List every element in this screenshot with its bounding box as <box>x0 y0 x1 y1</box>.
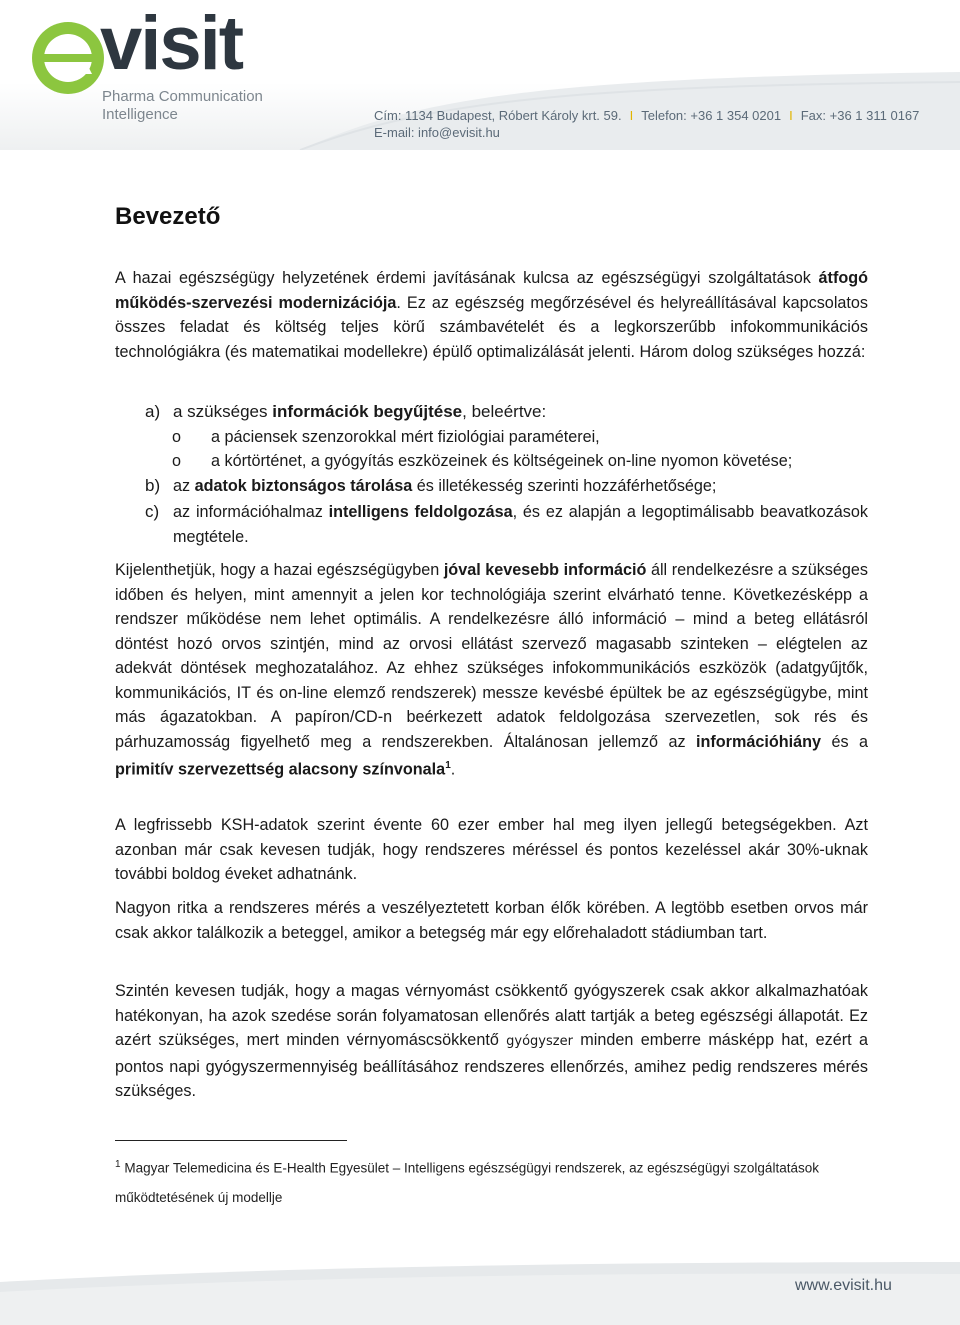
evisit-e-logo-icon <box>28 18 108 98</box>
list-letter-c: c) <box>145 502 160 521</box>
footer-website-link[interactable]: www.evisit.hu <box>795 1277 892 1294</box>
paragraph-2 <box>115 558 868 782</box>
sub-bullet-icon: o <box>172 452 182 470</box>
list-c-text-2: , és ez alapján a legoptimálisabb beavatkozások megtétele. <box>173 503 868 546</box>
p2-bold-3: primitív szervezettség alacsony színvonala <box>115 760 446 779</box>
contact-phone: Telefon: +36 1 354 0201 <box>641 108 782 123</box>
intro-paragraph <box>115 266 868 364</box>
contact-separator: I <box>629 108 634 123</box>
p2-bold-2: információhiány <box>696 732 822 751</box>
footnote-line1 <box>115 1150 875 1183</box>
p2-text-2: áll rendelkezésre a szükséges időben és helyen, mint amennyit a jelen kor technológiája szerint elvárható tenne. Következésképp a rendszer működése nem lehet optimális. A rendelkezésre álló információ – mind a beteg ellátásról döntést hozó orvos szintjén, mind az orvosi ellátást szervező magasabb szinteken – elégtelen az adekvát döntések meghozatalához. Az ehhez szükséges infokommunikációs eszközök (adatgyűjtők, kommunikációs, IT és on-line elemző rendszerek) messze kevésbé épültek be az egészségügybe, mint más ágazatokban. A papíron/CD-n beérkezett adatok feldolgozása szervezetlen, sok rés és párhuzamosság figyelhető meg a rendszerekben. Általánosan jellemző az <box>115 561 868 751</box>
list-text-b <box>173 474 868 499</box>
intro-bold-1: átfogó működés-szervezési modernizációja <box>115 269 868 312</box>
intro-text-2: . Ez az egészség megőrzésével és helyreállításával kapcsolatos összes feladat és költség teljes körű számbavételét és a legkorszerűbb infokommunikációs technológiákra (és matematikai modellekre) épülő optimalizálását jelenti. Három dolog szükséges hozzá: <box>115 293 869 361</box>
sub-bullet-icon: o <box>172 428 182 446</box>
contact-fax: Fax: +36 1 311 0167 <box>800 108 920 123</box>
footnote-reference[interactable]: 1 <box>445 760 451 771</box>
list-b-text-2: és illetékesség szerinti hozzáférhetősége; <box>412 477 717 495</box>
sub-item-text: a kórtörténet, a gyógyítás eszközeinek és költségeinek on-line nyomon követése; <box>211 452 793 470</box>
paragraph-5 <box>115 979 868 1104</box>
list-b-text-1: az <box>173 477 195 495</box>
footnote-text-1: Magyar Telemedicina és E-Health Egyesület – Intelligens egészségügyi rendszerek, az egészségügyi szolgáltatások <box>124 1160 819 1176</box>
list-letter-b: b) <box>145 476 161 495</box>
list-b-bold: adatok biztonságos tárolása <box>194 477 413 495</box>
contact-info <box>374 107 919 141</box>
intro-text-1: A hazai egészségügy helyzetének érdemi javításának kulcsa az egészségügyi szolgáltatások <box>115 269 819 287</box>
p5-text-2: minden emberre másképp hat, ezért a pontos napi gyógyszermennyiség beállításához rendszeres ellenőrzés, amihez pedig rendszeres mérés szükséges. <box>115 1031 868 1100</box>
logo-tagline-line1: Pharma Communication <box>102 88 263 105</box>
list-c-text-1: az információhalmaz <box>173 503 329 521</box>
list-letter-a: a) <box>145 402 161 421</box>
sub-item-text: a páciensek szenzorokkal mért fiziológiai paraméterei, <box>211 428 600 446</box>
list-text-a <box>173 400 868 425</box>
p2-text-4: . <box>450 760 456 779</box>
paragraph-4: Nagyon ritka a rendszeres mérés a veszélyeztetett korban élők körében. A legtöbb esetben orvos már csak akkor találkozik a beteggel, amikor a betegség már egy előrehaladott stádiumban tart. <box>115 899 868 942</box>
logo-tagline <box>102 88 263 124</box>
p2-bold-1: jóval kevesebb információ <box>443 561 647 579</box>
footnote-text-2: működtetésének új modellje <box>115 1189 283 1205</box>
footnote-number: 1 <box>115 1159 121 1170</box>
paragraph-3: A legfrissebb KSH-adatok szerint évente 60 ezer ember hal meg ilyen jellegű betegségekben. Azt azonban már csak kevesen tudják, hogy rendszeres méréssel és pontos kezeléssel akár 30%-uknak további boldog éveket adhatnánk. <box>115 816 868 883</box>
list-c-bold: intelligens feldolgozása <box>328 503 513 521</box>
p2-text-1: Kijelenthetjük, hogy a hazai egészségügyben <box>115 561 444 579</box>
logo-wordmark: visit <box>100 1 243 86</box>
contact-email[interactable]: E-mail: info@evisit.hu <box>374 125 500 140</box>
page-title: Bevezető <box>115 203 221 230</box>
list-text-c <box>173 500 868 549</box>
p5-text-1: Szintén kevesen tudják, hogy a magas vérnyomást csökkentő gyógyszerek csak akkor alkalmazhatóak hatékonyan, ha azok szedése során folyamatosan ellenőrés alatt tartják a beteg egészségi állapotát. Ez azért szükséges, mert minden vérnyomáscsökkentő <box>115 982 868 1049</box>
footnote <box>115 1150 875 1212</box>
list-a-text-1: a szükséges <box>173 402 273 421</box>
contact-separator: I <box>789 108 793 123</box>
contact-address: Cím: 1134 Budapest, Róbert Károly krt. 59. <box>374 108 622 123</box>
list-a-text-2: , beleértve: <box>462 402 547 421</box>
p5-small-word: gyógyszer <box>506 1034 573 1049</box>
list-a-bold: információk begyűjtése <box>272 402 463 421</box>
footnote-divider <box>115 1140 347 1141</box>
logo-tagline-line2: Intelligence <box>102 106 178 123</box>
p2-text-3: és a <box>821 732 868 751</box>
contact-line1 <box>374 107 919 124</box>
